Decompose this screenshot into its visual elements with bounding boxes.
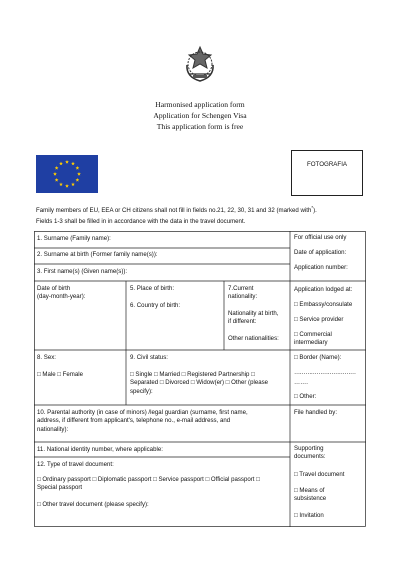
official-application-number: Application number:	[294, 264, 348, 271]
travel-document-options[interactable]	[37, 476, 260, 493]
official-invitation-checkbox[interactable]: □ Invitation	[294, 512, 324, 519]
field-travel-document-type: 12. Type of travel document:	[37, 461, 114, 468]
field-surname[interactable]: 1. Surname (Family name):	[37, 235, 111, 242]
official-supporting-docs	[294, 445, 326, 462]
form-subtitle: Application for Schengen Visa	[153, 111, 247, 120]
parental-line-2: address, if different from applicant's, telephone no., e-mail address, and	[37, 417, 231, 425]
family-note-mark: *	[311, 205, 314, 210]
photo-box[interactable]	[291, 150, 363, 196]
field-nationality-at-birth[interactable]	[228, 310, 278, 327]
field-date-of-birth[interactable]	[37, 285, 85, 302]
field-country-of-birth[interactable]: 6. Country of birth:	[130, 302, 181, 309]
dob-label: Date of birth	[37, 285, 71, 292]
form-title: Harmonised application form	[155, 100, 245, 109]
supporting-label-2: documents:	[294, 453, 326, 461]
means-label-2: subsistence	[294, 495, 327, 503]
family-members-note	[36, 205, 376, 214]
official-other-checkbox[interactable]: □ Other:	[294, 393, 317, 400]
dob-format: (day-month-year):	[37, 293, 86, 301]
application-form-grid	[34, 231, 366, 527]
field-civil-status-label: 9. Civil status:	[130, 354, 168, 361]
means-label-1: □ Means of	[294, 487, 325, 494]
civil-status-options[interactable]	[130, 371, 268, 396]
official-use-heading: For official use only	[294, 234, 347, 241]
civil-status-line-2: Separated □ Divorced □ Widow(er) □ Other (please	[130, 379, 269, 387]
official-commercial-checkbox[interactable]	[294, 331, 332, 348]
form-free-note: This application form is free	[156, 122, 244, 131]
nationality-label-1: 7.Current	[228, 285, 254, 292]
field-other-nationalities[interactable]: Other nationalities:	[228, 335, 279, 342]
travel-doc-line-1: □ Ordinary passport □ Diplomatic passport □ Service passport □ Official passport □	[37, 476, 260, 483]
italian-republic-emblem-icon	[183, 45, 217, 83]
family-note-text: Family members of EU, EEA or CH citizens shall not fill in fields no.21, 22, 30, 31 and 32 (marked with	[36, 207, 312, 215]
nationality-birth-1: Nationality at birth,	[228, 310, 279, 317]
family-note-end: ).	[313, 207, 317, 215]
official-border-checkbox[interactable]: □ Border (Name):	[294, 354, 342, 361]
travel-doc-line-2: Special passport	[37, 484, 83, 492]
field-current-nationality[interactable]	[228, 285, 257, 302]
official-service-provider-checkbox[interactable]: □ Service provider	[294, 316, 344, 323]
official-means-checkbox[interactable]	[294, 487, 326, 504]
supporting-label-1: Supporting	[294, 445, 324, 452]
civil-status-line-1: □ Single □ Married □ Registered Partnership □	[130, 371, 255, 378]
official-lodged-at: Application lodged at:	[294, 286, 353, 293]
photo-label: FOTOGRAFIA	[306, 161, 348, 168]
official-file-handled-by: File handled by:	[294, 409, 338, 416]
field-place-of-birth[interactable]: 5. Place of birth:	[130, 285, 175, 292]
official-travel-document-checkbox[interactable]: □ Travel document	[294, 471, 345, 478]
field-national-id[interactable]: 11. National identity number, where applicable:	[37, 446, 163, 453]
eu-flag-icon	[36, 155, 98, 193]
other-travel-document[interactable]: □ Other travel document (please specify):	[37, 501, 149, 508]
field-parental-authority[interactable]	[37, 409, 248, 434]
parental-line-3: nationality):	[37, 425, 69, 433]
field-surname-at-birth[interactable]: 2. Surname at birth (Former family name(s)):	[37, 251, 158, 258]
commercial-label-1: □ Commercial	[294, 331, 332, 338]
nationality-label-2: nationality:	[228, 293, 258, 301]
nationality-birth-2: if different:	[228, 318, 257, 326]
official-border-dots: ……………………………	[294, 369, 356, 376]
commercial-label-2: intermediary	[294, 339, 328, 347]
fields-note: Fields 1-3 shall be filled in in accordance with the data in the travel document.	[36, 218, 246, 225]
civil-status-line-3: specify):	[130, 387, 153, 395]
parental-line-1: 10. Parental authority (in case of minors) /legal guardian (surname, first name,	[37, 409, 248, 416]
field-sex-label: 8. Sex:	[37, 354, 56, 361]
sex-options[interactable]: □ Male □ Female	[37, 371, 83, 378]
field-first-names[interactable]: 3. First name(s) (Given name(s)):	[37, 268, 128, 275]
official-embassy-checkbox[interactable]: □ Embassy/consulate	[294, 301, 353, 308]
official-border-dots-end: …….	[294, 379, 308, 386]
official-date-of-application: Date of application:	[294, 249, 347, 256]
